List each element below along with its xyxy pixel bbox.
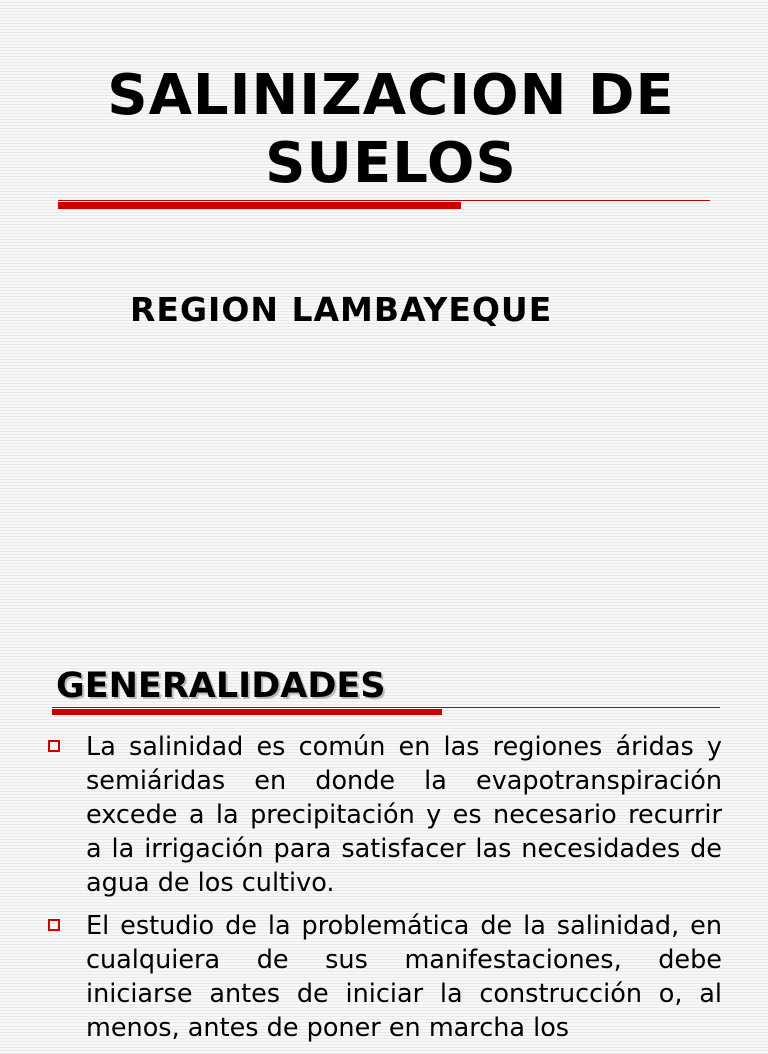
bullet-text: El estudio de la problemática de la salinidad, en cualquiera de sus manifestaciones, debe iniciarse antes de iniciar la construcción o, al menos, antes de poner en marcha los (86, 911, 722, 1043)
section-heading: GENERALIDADES (56, 666, 386, 706)
hollow-square-icon (48, 919, 60, 931)
heading-underline (52, 707, 720, 708)
title-underline (58, 200, 710, 201)
list-item (48, 909, 722, 1045)
slide-subtitle: REGION LAMBAYEQUE (130, 290, 553, 329)
list-item (48, 730, 722, 900)
slide-title: SALINIZACION DE SUELOS (107, 63, 675, 196)
heading-underline-accent (52, 709, 442, 715)
title-underline-accent (58, 202, 461, 209)
content-slide (0, 640, 768, 1043)
hollow-square-icon (48, 740, 60, 752)
bullet-text: La salinidad es común en las regiones áridas y semiáridas en donde la evapotranspiración excede a la precipitación y es necesario recurrir a la irrigación para satisfacer las necesidades de agua de los cultivo. (86, 732, 722, 898)
bullet-list (48, 730, 722, 1054)
